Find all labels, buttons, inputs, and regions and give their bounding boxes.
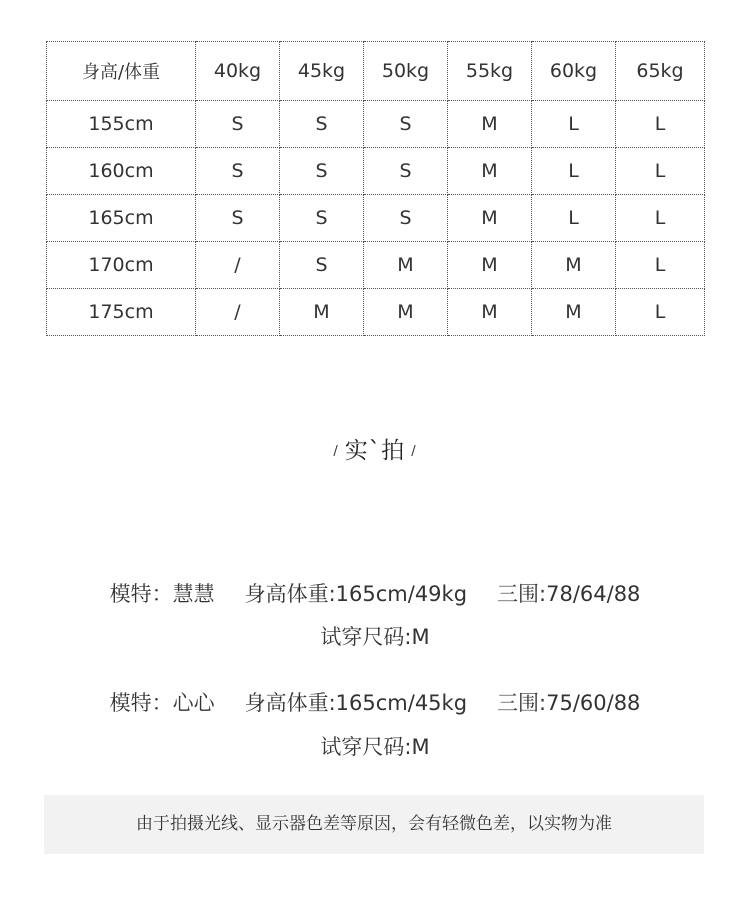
size-cell: M bbox=[448, 101, 532, 148]
model-name: 模特：心心 bbox=[109, 691, 215, 715]
table-header-row bbox=[47, 42, 705, 101]
size-cell: L bbox=[616, 289, 705, 336]
size-cell: L bbox=[532, 101, 616, 148]
size-cell: L bbox=[616, 148, 705, 195]
section-title-text: 实`拍 bbox=[344, 438, 406, 464]
size-chart-table bbox=[46, 41, 705, 336]
size-cell: M bbox=[448, 289, 532, 336]
model-measurements: 三围:75/60/88 bbox=[497, 691, 641, 715]
height-cell: 160cm bbox=[47, 148, 196, 195]
size-cell: S bbox=[280, 101, 364, 148]
weight-header: 65kg bbox=[616, 42, 705, 101]
title-slash-left: / bbox=[333, 444, 339, 459]
size-cell: S bbox=[196, 101, 280, 148]
size-cell: M bbox=[448, 195, 532, 242]
size-cell: L bbox=[616, 242, 705, 289]
size-cell: S bbox=[280, 242, 364, 289]
model-info-line bbox=[0, 687, 750, 717]
height-cell: 170cm bbox=[47, 242, 196, 289]
size-cell: M bbox=[280, 289, 364, 336]
model-height-weight: 身高体重:165cm/49kg bbox=[244, 582, 468, 606]
size-cell: S bbox=[364, 101, 448, 148]
table-row bbox=[47, 195, 705, 242]
size-cell: M bbox=[532, 242, 616, 289]
model-measurements: 三围:78/64/88 bbox=[497, 582, 641, 606]
color-disclaimer-banner: 由于拍摄光线、显示器色差等原因，会有轻微色差，以实物为准 bbox=[44, 795, 704, 854]
size-cell: L bbox=[616, 101, 705, 148]
size-cell: / bbox=[196, 289, 280, 336]
size-cell: L bbox=[532, 148, 616, 195]
table-row bbox=[47, 289, 705, 336]
size-cell: L bbox=[532, 195, 616, 242]
table-row bbox=[47, 242, 705, 289]
weight-header: 55kg bbox=[448, 42, 532, 101]
corner-header: 身高/体重 bbox=[47, 42, 196, 101]
size-cell: S bbox=[280, 148, 364, 195]
size-cell: M bbox=[364, 289, 448, 336]
model-fit-size: 试穿尺码:M bbox=[320, 625, 430, 649]
size-cell: M bbox=[364, 242, 448, 289]
weight-header: 40kg bbox=[196, 42, 280, 101]
size-cell: M bbox=[448, 148, 532, 195]
weight-header: 50kg bbox=[364, 42, 448, 101]
size-cell: S bbox=[280, 195, 364, 242]
size-cell: L bbox=[616, 195, 705, 242]
height-cell: 165cm bbox=[47, 195, 196, 242]
size-cell: S bbox=[196, 148, 280, 195]
model-height-weight: 身高体重:165cm/45kg bbox=[244, 691, 468, 715]
table-row bbox=[47, 101, 705, 148]
model-fit-size: 试穿尺码:M bbox=[320, 735, 430, 759]
section-title bbox=[0, 432, 750, 465]
title-slash-right: / bbox=[411, 444, 417, 459]
weight-header: 60kg bbox=[532, 42, 616, 101]
weight-header: 45kg bbox=[280, 42, 364, 101]
size-cell: S bbox=[196, 195, 280, 242]
size-cell: M bbox=[448, 242, 532, 289]
height-cell: 155cm bbox=[47, 101, 196, 148]
height-cell: 175cm bbox=[47, 289, 196, 336]
size-cell: / bbox=[196, 242, 280, 289]
size-cell: M bbox=[532, 289, 616, 336]
size-cell: S bbox=[364, 148, 448, 195]
table-row bbox=[47, 148, 705, 195]
model-info-line bbox=[0, 578, 750, 608]
model-name: 模特：慧慧 bbox=[109, 582, 215, 606]
size-cell: S bbox=[364, 195, 448, 242]
